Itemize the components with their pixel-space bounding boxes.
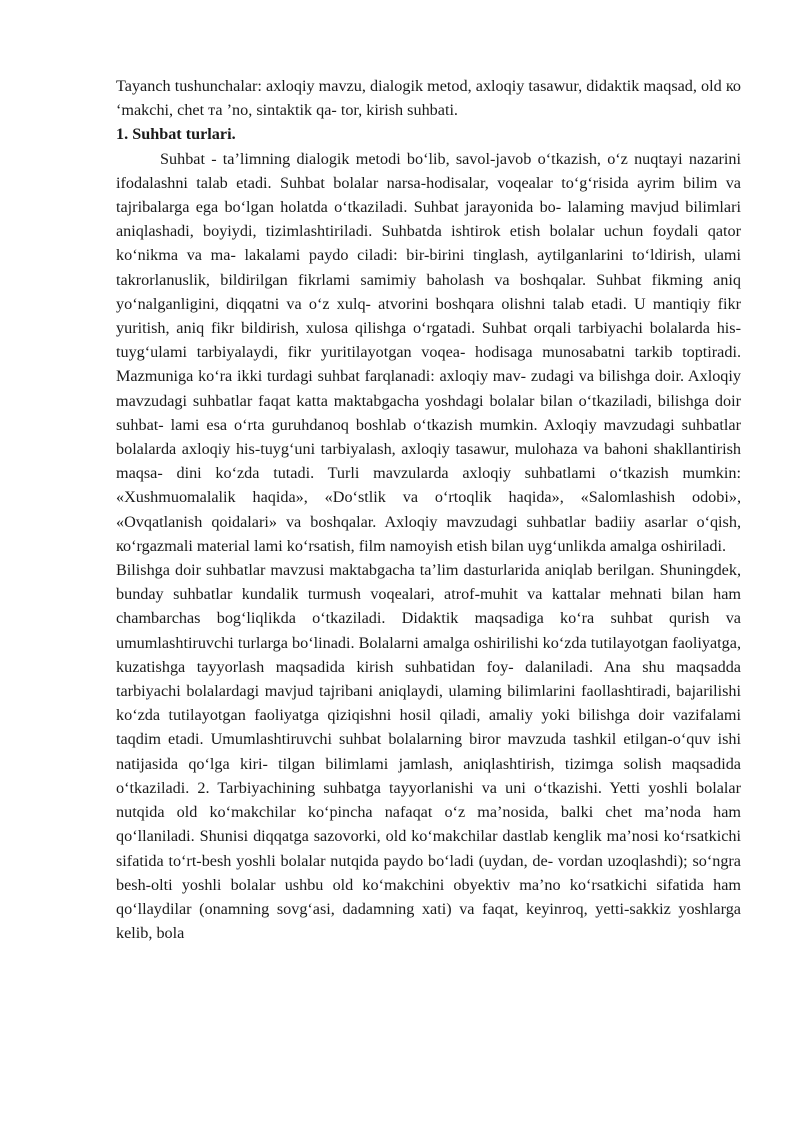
body-paragraph-2: Bilishga doir suhbatlar mavzusi maktabgacha ta’lim dasturlarida aniqlab berilgan. Shuningdek, bunday suhbatlar kundalik turmush voqealari, atrof-muhit va kattalar mehnati bilan ham chambarchas bog‘liqlikda o‘tkaziladi. Didaktik maqsadiga ko‘ra suhbat qurish va umumlashtiruvchi turlarga bo‘linadi. Bolalarni amalga oshirilishi ko‘zda tutilayotgan faoliyatga, kuzatishga tayyorlash maqsadida kirish suhbatidan foy- dalaniladi. Ana shu maqsadda tarbiyachi bolalardagi mavjud tajribani aniqlaydi, ulaming bilimlarini faollashtiradi, bajarilishi ko‘zda tutilayotgan faoliyatga qiziqishni hosil qiladi, amaliy yoki bilishga doir vazifalami taqdim etadi. Umumlashtiruvchi suhbat bolalarning biror mavzuda tashkil etilgan-o‘quv ishi natijasida qo‘lga kiri- tilgan bilimlami jamlash, aniqlashtirish, tizimga solish maqsadida o‘tkaziladi. 2. Tarbiyachining suhbatga tayyorlanishi va uni o‘tkazishi. Yetti yoshli bolalar nutqida old ko‘makchilar ko‘pincha nafaqat o‘z ma’nosida, balki chet ma’noda ham qo‘llaniladi. Shunisi diqqatga sazovorki, old ko‘makchilar dastlab kenglik ma’nosi ko‘rsatkichi sifatida to‘rt-besh yoshli bolalar nutqida paydo bo‘ladi (uydan, de- vordan uzoqlashdi); so‘ngra besh-olti yoshli bolalar ushbu old ko‘makchini obyektiv ma’no ko‘rsatkichi sifatida ham qo‘llaydilar (onamning sovg‘asi, dadamning xati) va faqat, keyinroq, yetti-sakkiz yoshlarga kelib, bola [116, 561, 741, 943]
body-paragraph-1: Suhbat - ta’limning dialogik metodi bo‘lib, savol-javob o‘tkazish, o‘z nuqtayi nazarini ifodalashni talab etadi. Suhbat bolalar narsa-hodisalar, voqealar to‘g‘risida ayrim bilim va tajribalarga ega bo‘lgan holatda o‘tkaziladi. Suhbat jarayonida bo- lalaming mavjud bilimlari aniqlashadi, boyiydi, tizimlashtiriladi. Suhbatda ishtirok etish bolalar uchun foydali qator ko‘nikma va ma- lakalami paydo ciladi: bir-birini tinglash, aytilganlarini to‘ldirish, ulami takrorlanuslik, bildirilgan fikrlami samimiy baholash va boshqalar. Suhbat fikming aniq yo‘nalganligini, diqqatni va o‘z xulq- atvorini boshqara olishni talab etadi. U mantiqiy fikr yuritish, aniq fikr bildirish, xulosa qilishga o‘rgatadi. Suhbat orqali tarbiyachi bolalarda his-tuyg‘ulami tarbiyalaydi, fikr yuritilayotgan voqea- hodisaga munosabatni tarkib toptiradi. Mazmuniga ko‘ra ikki turdagi suhbat farqlanadi: axloqiy mav- zudagi va bilishga doir. Axloqiy mavzudagi suhbatlar faqat katta maktabgacha yoshdagi bolalar bilan o‘tkaziladi, bilishga doir suhbat- lami esa o‘rta guruhdanoq boshlab o‘tkazish mumkin. Axloqiy mavzudagi suhbatlar bolalarda axloqiy his-tuyg‘uni tarbiyalash, axloqiy tasawur, mulohaza va bahoni shakllantirish maqsa- dini ko‘zda tutadi. Turli mavzularda axloqiy suhbatlami o‘tkazish mumkin: «Xushmuomalalik haqida», «Do‘stlik va o‘rtoqlik haqida», «Salomlashish odobi», «Ovqatlanish qoidalari» va boshqalar. Axloqiy mavzudagi suhbatlar badiiy asarlar o‘qish, ко‘rgazmali material lami ko‘rsatish, film namoyish etish bilan uyg‘unlikda amalga oshiriladi. [116, 149, 741, 555]
section-heading: 1. Suhbat turlari. [116, 125, 236, 144]
key-concepts-paragraph: Tayanch tushunchalar: axloqiy mavzu, dialogik metod, axloqiy tasawur, didaktik maqsad, old ко ‘makchi, chet та ’no, sintaktik qa- tor, kirish suhbati. [116, 77, 741, 120]
document-page [116, 74, 741, 945]
